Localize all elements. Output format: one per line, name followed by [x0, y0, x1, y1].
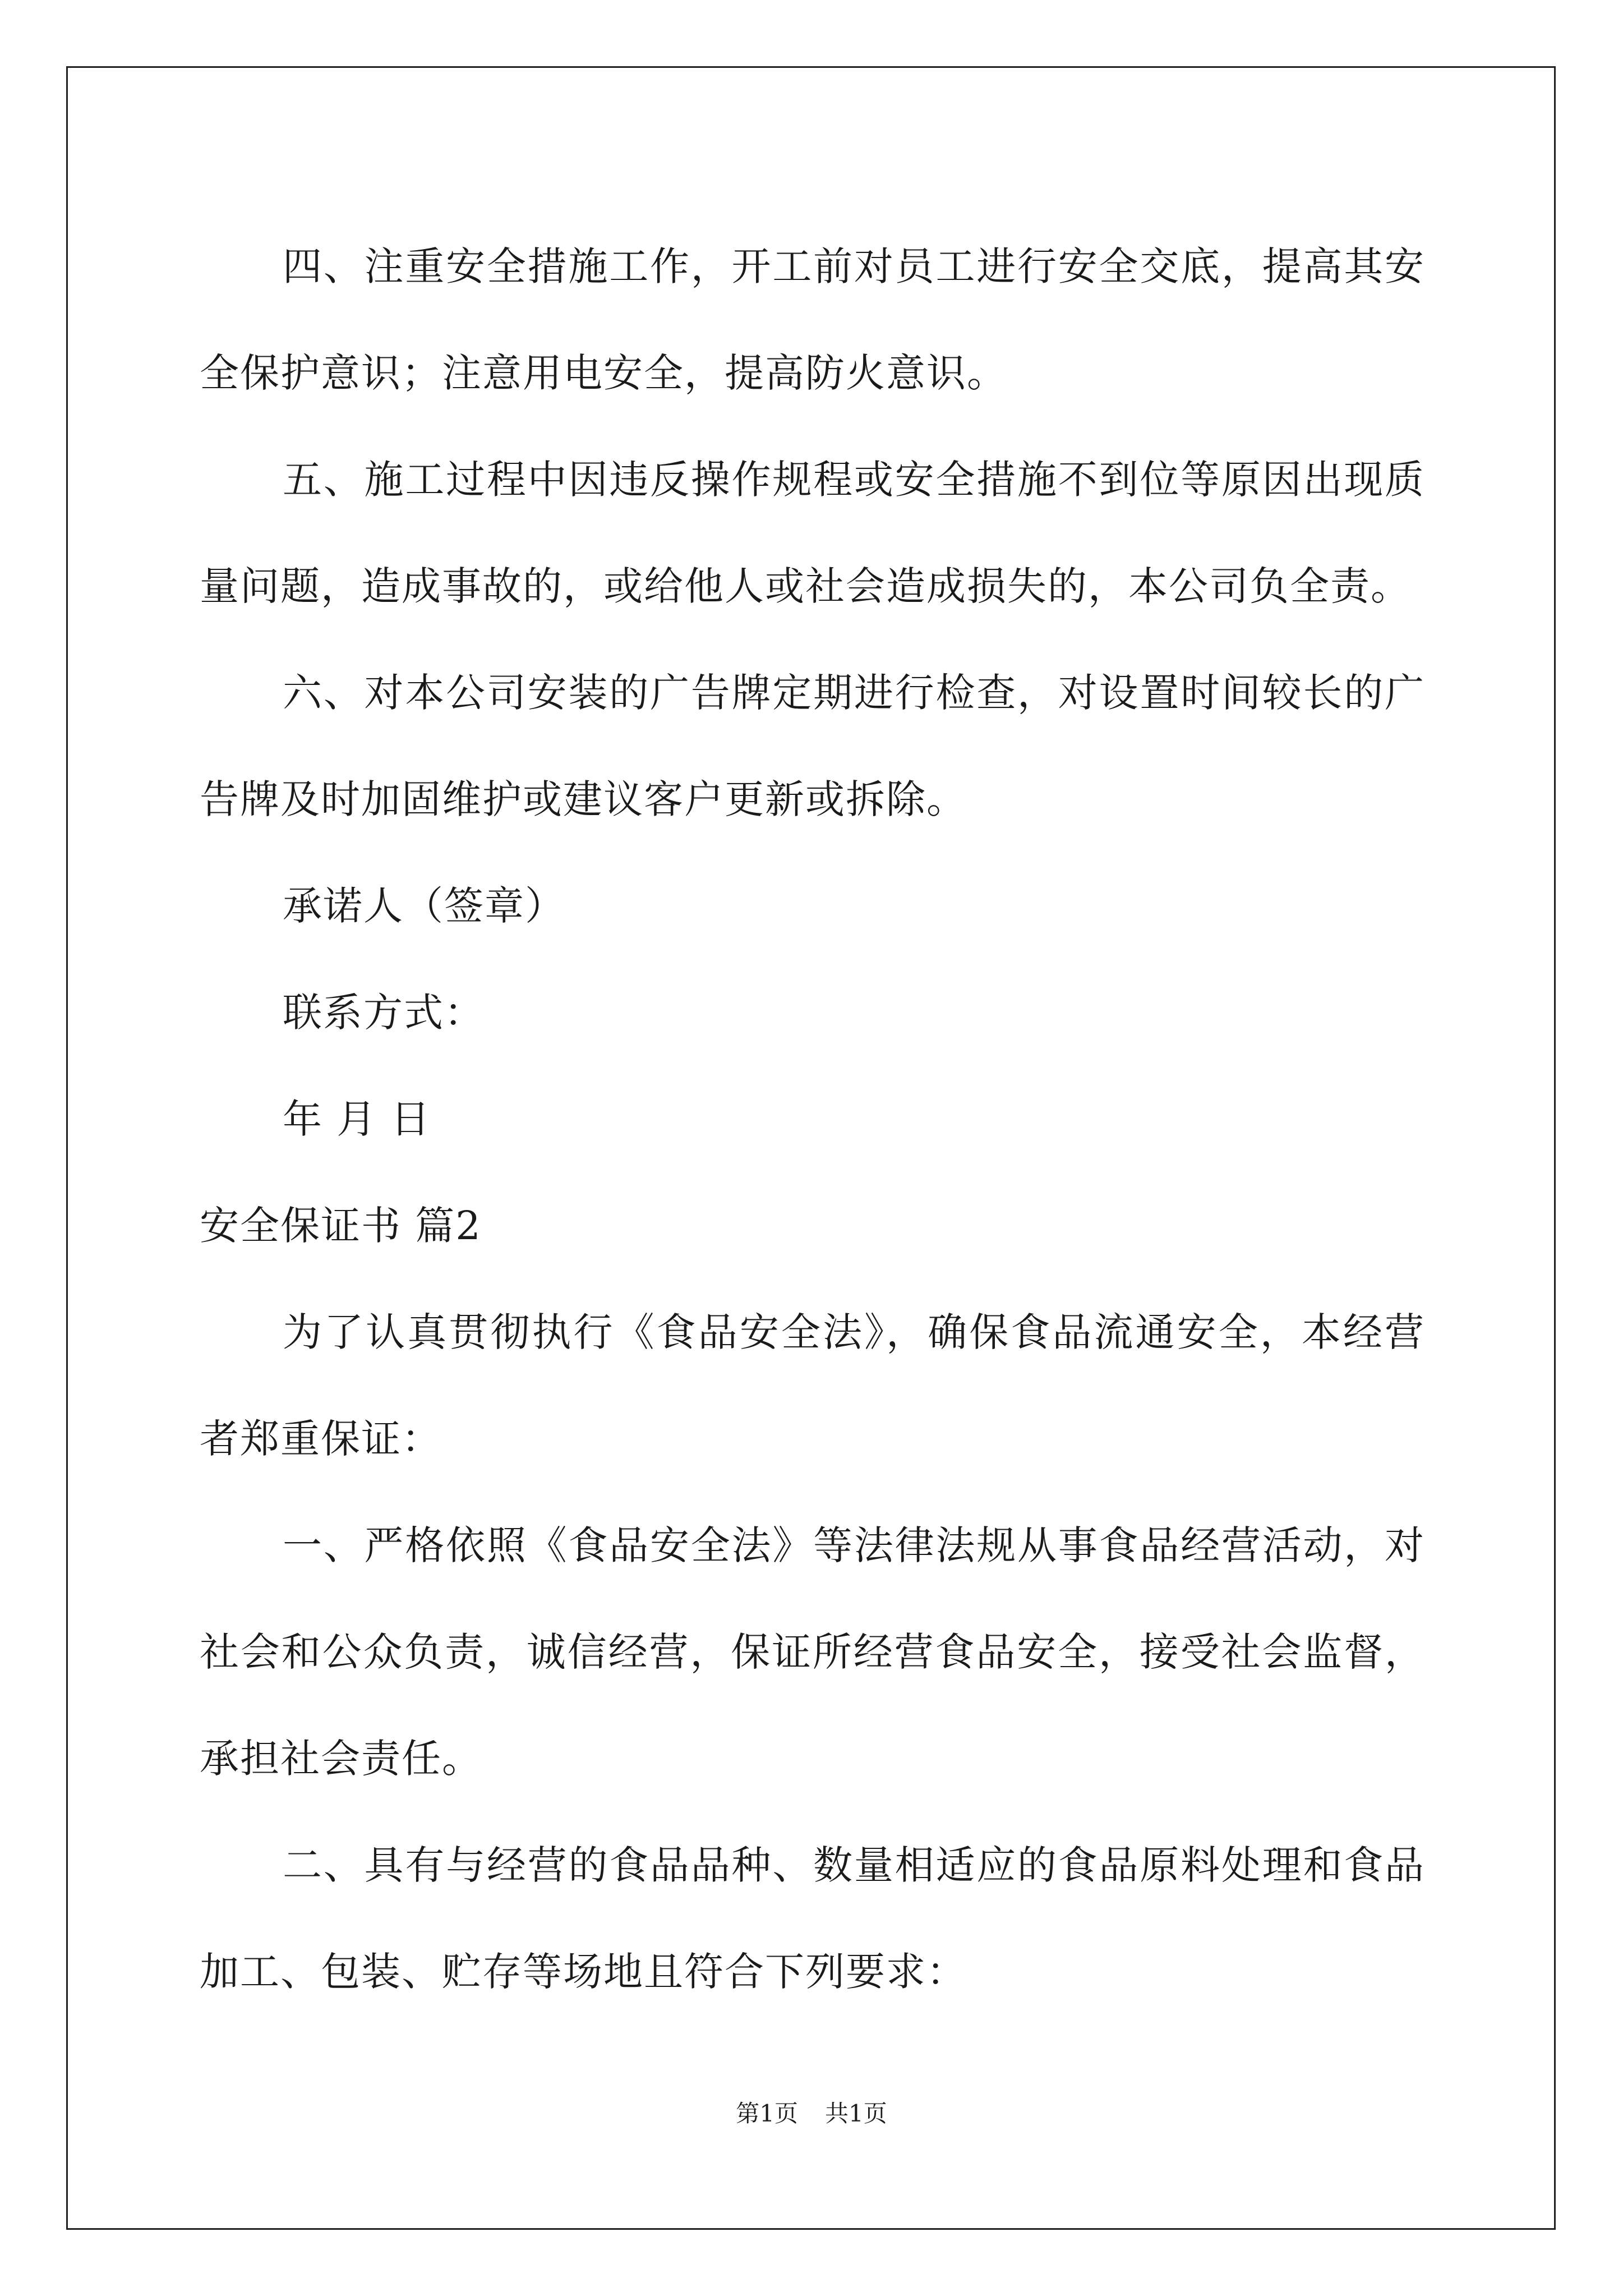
page-number-total: 共1页: [825, 2100, 887, 2127]
page-footer: [0, 2097, 1623, 2131]
paragraph-clause-6: 六、对本公司安装的广告牌定期进行检查，对设置时间较长的广告牌及时加固维护或建议客户更新或拆除。: [200, 670, 1425, 822]
paragraph-item-2: 二、具有与经营的食品品种、数量相适应的食品原料处理和食品加工、包装、贮存等场地且符合下列要求：: [200, 1842, 1425, 1995]
paragraph-clause-5: 五、施工过程中因违反操作规程或安全措施不到位等原因出现质量问题，造成事故的，或给他人或社会造成损失的，本公司负全责。: [200, 457, 1425, 609]
paragraph-item-1: 一、严格依照《食品安全法》等法律法规从事食品经营活动，对社会和公众负责，诚信经营，保证所经营食品安全，接受社会监督，承担社会责任。: [200, 1522, 1425, 1782]
document-body: [200, 213, 1425, 2025]
date-line: 年 月 日: [283, 1096, 431, 1142]
page-number-current: 第1页: [736, 2100, 798, 2127]
contact-line: 联系方式：: [283, 990, 485, 1036]
paragraph-clause-4: 四、注重安全措施工作，开工前对员工进行安全交底，提高其安全保护意识；注意用电安全，提高防火意识。: [200, 243, 1425, 396]
signature-line: 承诺人（签章）: [283, 883, 565, 929]
paragraph-intro: 为了认真贯彻执行《食品安全法》，确保食品流通安全，本经营者郑重保证：: [200, 1309, 1425, 1462]
section-title: 安全保证书 篇2: [200, 1203, 482, 1249]
